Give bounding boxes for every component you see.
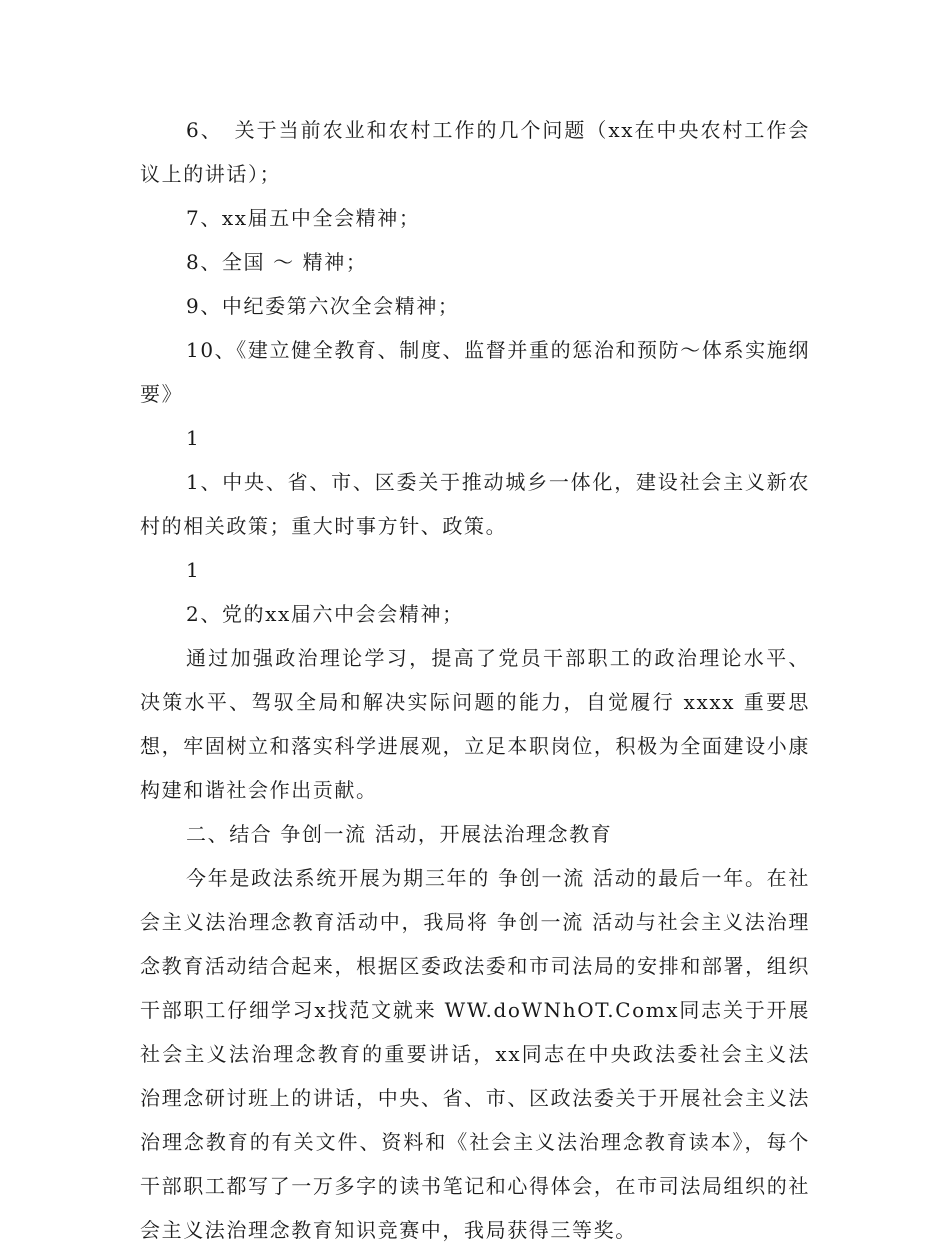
document-body <box>140 108 810 1252</box>
list-item-7: 7、xx届五中全会精神； <box>186 206 421 230</box>
list-item-10: 10、《建立健全教育、制度、监督并重的惩治和预防～体系实施纲要》 <box>140 338 810 406</box>
body-paragraph: 通过加强政治理论学习，提高了党员干部职工的政治理论水平、决策水平、驾驭全局和解决实际问题的能力，自觉履行 xxxx 重要思想，牢固树立和落实科学进展观，立足本职岗位，积极为全面建设小康构建和谐社会作出贡献。 <box>140 646 810 802</box>
section-heading: 二、结合 争创一流 活动，开展法治理念教育 <box>186 822 613 846</box>
list-item-2: 2、党的xx届六中会会精神； <box>186 602 464 626</box>
list-item-1: 1、中央、省、市、区委关于推动城乡一体化，建设社会主义新农村的相关政策；重大时事方针、政策。 <box>140 470 810 538</box>
list-item-8: 8、全国 ～ 精神； <box>186 250 368 274</box>
list-item-6: 6、 关于当前农业和农村工作的几个问题（xx在中央农村工作会议上的讲话）； <box>140 118 810 186</box>
page-number-marker: 1 <box>186 558 201 582</box>
body-paragraph: 今年是政法系统开展为期三年的 争创一流 活动的最后一年。在社会主义法治理念教育活动中，我局将 争创一流 活动与社会主义法治理念教育活动结合起来，根据区委政法委和市司法局的安排和部署，组织干部职工仔细学习x找范文就来 WW.doWNhOT.Comx同志关于开展社会主义法治理念教育的重要讲话，xx同志在中央政法委社会主义法治理念研讨班上的讲话，中央、省、市、区政法委关于开展社会主义法治理念教育的有关文件、资料和《社会主义法治理念教育读本》，每个干部职工都写了一万多字的读书笔记和心得体会，在市司法局组织的社会主义法治理念教育知识竞赛中，我局获得三等奖。 <box>140 866 810 1242</box>
list-item-9: 9、中纪委第六次全会精神； <box>186 294 460 318</box>
page-number-marker: 1 <box>186 426 201 450</box>
